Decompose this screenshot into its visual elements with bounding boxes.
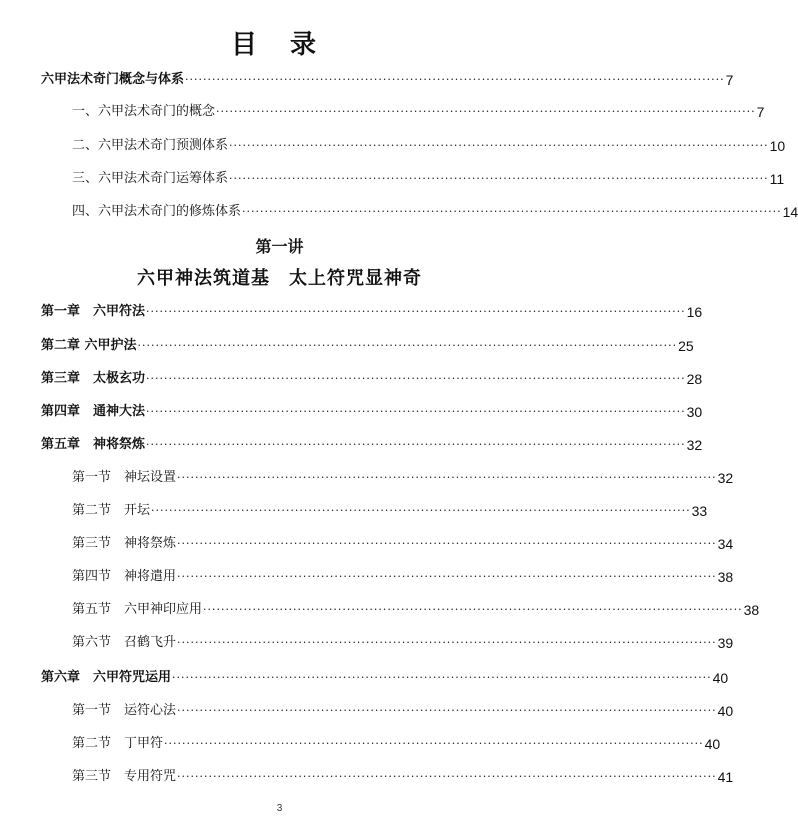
- toc-entry-page: 39: [717, 635, 734, 651]
- toc-entry-page: 38: [717, 569, 734, 585]
- leader-dots: ························································································································: [177, 770, 717, 783]
- toc-entry-page: 30: [686, 404, 703, 420]
- toc-entry-page: 40: [712, 670, 729, 686]
- leader-dots: ························································································································: [216, 105, 756, 118]
- toc-entry-page: 41: [717, 769, 734, 785]
- toc-entry[interactable]: [41, 334, 694, 354]
- leader-dots: ························································································································: [177, 471, 717, 484]
- leader-dots: ························································································································: [172, 671, 712, 684]
- toc-entry-label: 第三章 太极玄功: [41, 371, 146, 386]
- toc-entry-page: 33: [691, 503, 708, 519]
- toc-entry-page: 40: [704, 736, 721, 752]
- toc-entry-label: 第三节 专用符咒: [72, 769, 177, 784]
- toc-entry[interactable]: [41, 400, 703, 420]
- toc-entry[interactable]: [41, 367, 703, 387]
- toc-entry-label: 第二章 六甲护法: [41, 338, 137, 353]
- toc-entry-label: 第一节 神坛设置: [72, 470, 177, 485]
- leader-dots: ························································································································: [177, 636, 717, 649]
- toc-entry-page: 40: [717, 703, 734, 719]
- leader-dots: ························································································································: [146, 438, 686, 451]
- toc-entry-page: 34: [717, 536, 734, 552]
- leader-dots: ························································································································: [185, 73, 725, 86]
- toc-entry[interactable]: [72, 699, 734, 719]
- toc-entry-label: 第六章 六甲符咒运用: [41, 670, 172, 685]
- leader-dots: ························································································································: [146, 372, 686, 385]
- toc-entry[interactable]: [41, 68, 734, 88]
- toc-entry[interactable]: [72, 466, 734, 486]
- leader-dots: ························································································································: [146, 405, 686, 418]
- toc-entry[interactable]: [72, 134, 786, 154]
- toc-entry-label: 一、六甲法术奇门的概念: [72, 104, 216, 119]
- toc-entry-page: 38: [743, 602, 760, 618]
- toc-entry[interactable]: [41, 666, 729, 686]
- toc-entry-label: 三、六甲法术奇门运筹体系: [72, 171, 229, 186]
- toc-entry-label: 第五章 神将祭炼: [41, 437, 146, 452]
- toc-title: 目 录: [230, 30, 329, 60]
- toc-entry[interactable]: [72, 732, 721, 752]
- toc-entry-label: 第六节 召鹤飞升: [72, 635, 177, 650]
- toc-entry-label: 二、六甲法术奇门预测体系: [72, 138, 229, 153]
- leader-dots: ························································································································: [137, 339, 678, 352]
- page-number: 3: [276, 803, 283, 814]
- toc-entry-label: 第二节 开坛: [72, 503, 151, 518]
- leader-dots: ························································································································: [242, 205, 782, 218]
- toc-entry[interactable]: [41, 300, 703, 320]
- toc-entry-label: 第四章 通神大法: [41, 404, 146, 419]
- leader-dots: ························································································································: [177, 570, 717, 583]
- leader-dots: ························································································································: [177, 704, 717, 717]
- lecture-subtitle: 六甲神法筑道基 太上符咒显神奇: [137, 268, 422, 289]
- toc-entry-page: 11: [769, 171, 785, 187]
- toc-entry[interactable]: [72, 499, 708, 519]
- leader-dots: ························································································································: [229, 172, 769, 185]
- leader-dots: ························································································································: [203, 603, 743, 616]
- leader-dots: ························································································································: [151, 504, 691, 517]
- toc-entry[interactable]: [72, 532, 734, 552]
- leader-dots: ························································································································: [164, 737, 704, 750]
- toc-entry[interactable]: [72, 565, 734, 585]
- toc-entry-page: 7: [756, 104, 765, 120]
- toc-entry-label: 第一节 运符心法: [72, 703, 177, 718]
- toc-entry-label: 六甲法术奇门概念与体系: [41, 72, 185, 87]
- toc-entry-label: 第一章 六甲符法: [41, 304, 146, 319]
- toc-entry-page: 16: [686, 304, 703, 320]
- toc-entry-label: 第二节 丁甲符: [72, 736, 164, 751]
- toc-entry-label: 四、六甲法术奇门的修炼体系: [72, 204, 242, 219]
- toc-entry-page: 32: [717, 470, 734, 486]
- toc-entry-label: 第三节 神将祭炼: [72, 536, 177, 551]
- toc-entry[interactable]: [72, 200, 798, 220]
- toc-entry-page: 7: [725, 72, 734, 88]
- leader-dots: ························································································································: [177, 537, 717, 550]
- toc-entry[interactable]: [72, 765, 734, 785]
- lecture-heading: 第一讲: [255, 237, 304, 256]
- toc-entry-page: 10: [769, 138, 786, 154]
- leader-dots: ························································································································: [146, 305, 686, 318]
- toc-entry[interactable]: [72, 167, 785, 187]
- toc-entry-page: 25: [678, 338, 694, 354]
- toc-entry-page: 32: [686, 437, 703, 453]
- leader-dots: ························································································································: [229, 139, 769, 152]
- toc-entry-label: 第五节 六甲神印应用: [72, 602, 203, 617]
- toc-entry[interactable]: [41, 433, 703, 453]
- toc-entry[interactable]: [72, 631, 734, 651]
- toc-entry[interactable]: [72, 598, 760, 618]
- toc-entry[interactable]: [72, 100, 765, 120]
- toc-entry-label: 第四节 神将遣用: [72, 569, 177, 584]
- toc-entry-page: 28: [686, 371, 703, 387]
- toc-entry-page: 14: [782, 204, 798, 220]
